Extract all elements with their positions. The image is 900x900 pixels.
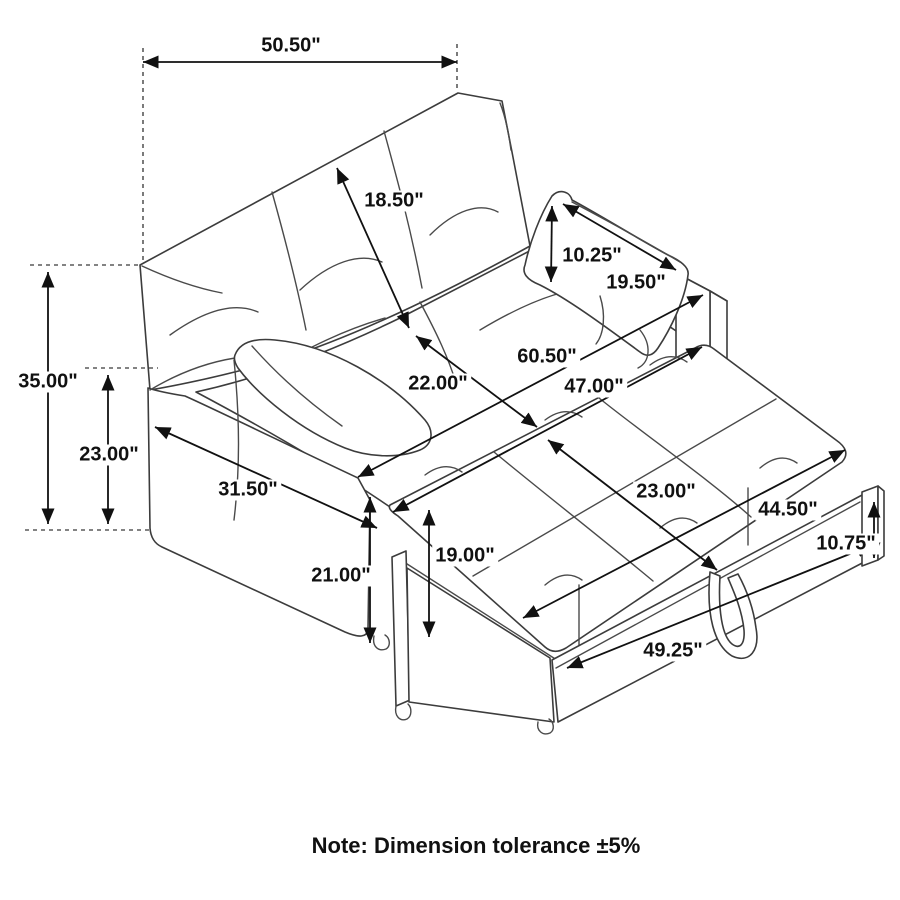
tolerance-note: Note: Dimension tolerance ±5% — [311, 833, 641, 858]
caster-icon — [396, 704, 411, 720]
dim-label-pillow-height: 10.25" — [559, 246, 625, 267]
dim-label-inner-width: 60.50" — [514, 347, 580, 368]
dim-label-trundle-top: 44.50" — [755, 500, 821, 521]
dim-label-overall-height: 35.00" — [15, 372, 81, 393]
dim-label-trundle-bottom: 49.25" — [640, 641, 706, 662]
caster-icon — [374, 635, 390, 650]
dim-label-arm-front: 31.50" — [215, 480, 281, 501]
dim-label-trundle-height: 19.00" — [432, 546, 498, 567]
dim-label-base-height: 21.00" — [308, 566, 374, 587]
dim-label-sleeper-length: 47.00" — [561, 377, 627, 398]
dim-label-rail-height: 10.75" — [813, 534, 879, 555]
dim-label-pillow-width: 19.50" — [603, 273, 669, 294]
dim-label-overall-width: 50.50" — [258, 36, 324, 57]
dim-label-seat-depth: 22.00" — [405, 374, 471, 395]
dim-label-sleeper-width: 23.00" — [633, 482, 699, 503]
dim-label-seat-height: 23.00" — [76, 445, 142, 466]
dim-label-back-cushion: 18.50" — [361, 191, 427, 212]
